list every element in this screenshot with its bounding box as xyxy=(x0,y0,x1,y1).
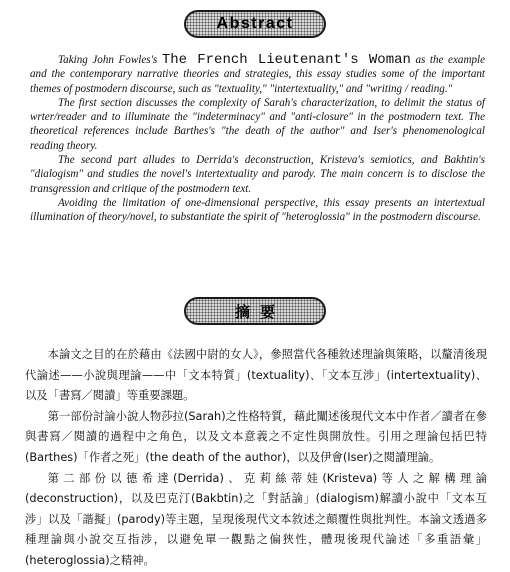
abstract-heading: Abstract xyxy=(216,15,294,32)
english-abstract xyxy=(30,53,485,225)
english-paragraph-4: Avoiding the limitation of one-dimensional perspective, this essay presents an intertextual illumination of theory/novel, to substantiate the spirit of "heteroglossia" in the postmodern discourse. xyxy=(30,196,485,224)
novel-title: The French Lieutenant's Woman xyxy=(161,52,411,68)
english-paragraph-2: The first section discusses the complexity of Sarah's characterization, to delimit the status of wrter/reader and to illuminate the "indeterminacy" and "anti-closure" in the postmodern text. The theoretical references include Barthes's "the death of the author" and Iser's phenomenological reading theory. xyxy=(30,96,485,152)
chinese-paragraph-1: 本論文之目的在於藉由《法國中尉的女人》，參照當代各種敘述理論與策略，以釐清後現代論述——小說與理論——中「文本特質」(textuality)、「文本互涉」(intertextuality)、以及「書寫／閱讀」等重要課題。 xyxy=(25,348,487,403)
english-p1-intro: Taking John Fowles's xyxy=(58,54,162,66)
chinese-paragraph-3: 第二部份以德希達(Derrida)、克莉絲蒂娃(Kristeva)等人之解構理論(deconstruction)，以及巴克汀(Bakbtin)之「對話論」(dialogism)解讀小說中「文本互涉」以及「諧擬」(parody)等主題，呈現後現代文本敘述之顛覆性與批判性。本論文透過多種理論與小說交互指涉，以避免單一觀點之偏狹性，體現後現代論述「多重語彙」(heteroglossia)之精神。 xyxy=(25,471,487,567)
chinese-abstract xyxy=(25,345,487,572)
abstract-heading-banner xyxy=(184,10,326,38)
english-paragraph-3: The second part alludes to Derrida's deconstruction, Kristeva's semiotics, and Bakhtin's "dialogism" and studies the novel's intertextuality and parody. The main concern is to disclose the transgression and critique of the postmodern text. xyxy=(30,154,485,195)
english-p1-rest: as the example and the contemporary narrative theories and strategies, this essay studies some of the important themes of postmodern discourse, such as "textuality," "intertextuality," and "writing / reading." xyxy=(30,54,486,95)
english-paragraph-1 xyxy=(30,53,485,96)
chinese-paragraph-2: 第一部份討論小說人物莎拉(Sarah)之性格特質，藉此闡述後現代文本中作者／讀者在參與書寫／閱讀的過程中之角色，以及文本意義之不定性與開放性。引用之理論包括巴特(Barthes)「作者之死」(the death of the author)，以及伊會(Iser)之閱讀理論。 xyxy=(25,409,487,464)
chinese-heading: 摘要 xyxy=(234,302,285,321)
chinese-heading-banner xyxy=(184,297,326,325)
